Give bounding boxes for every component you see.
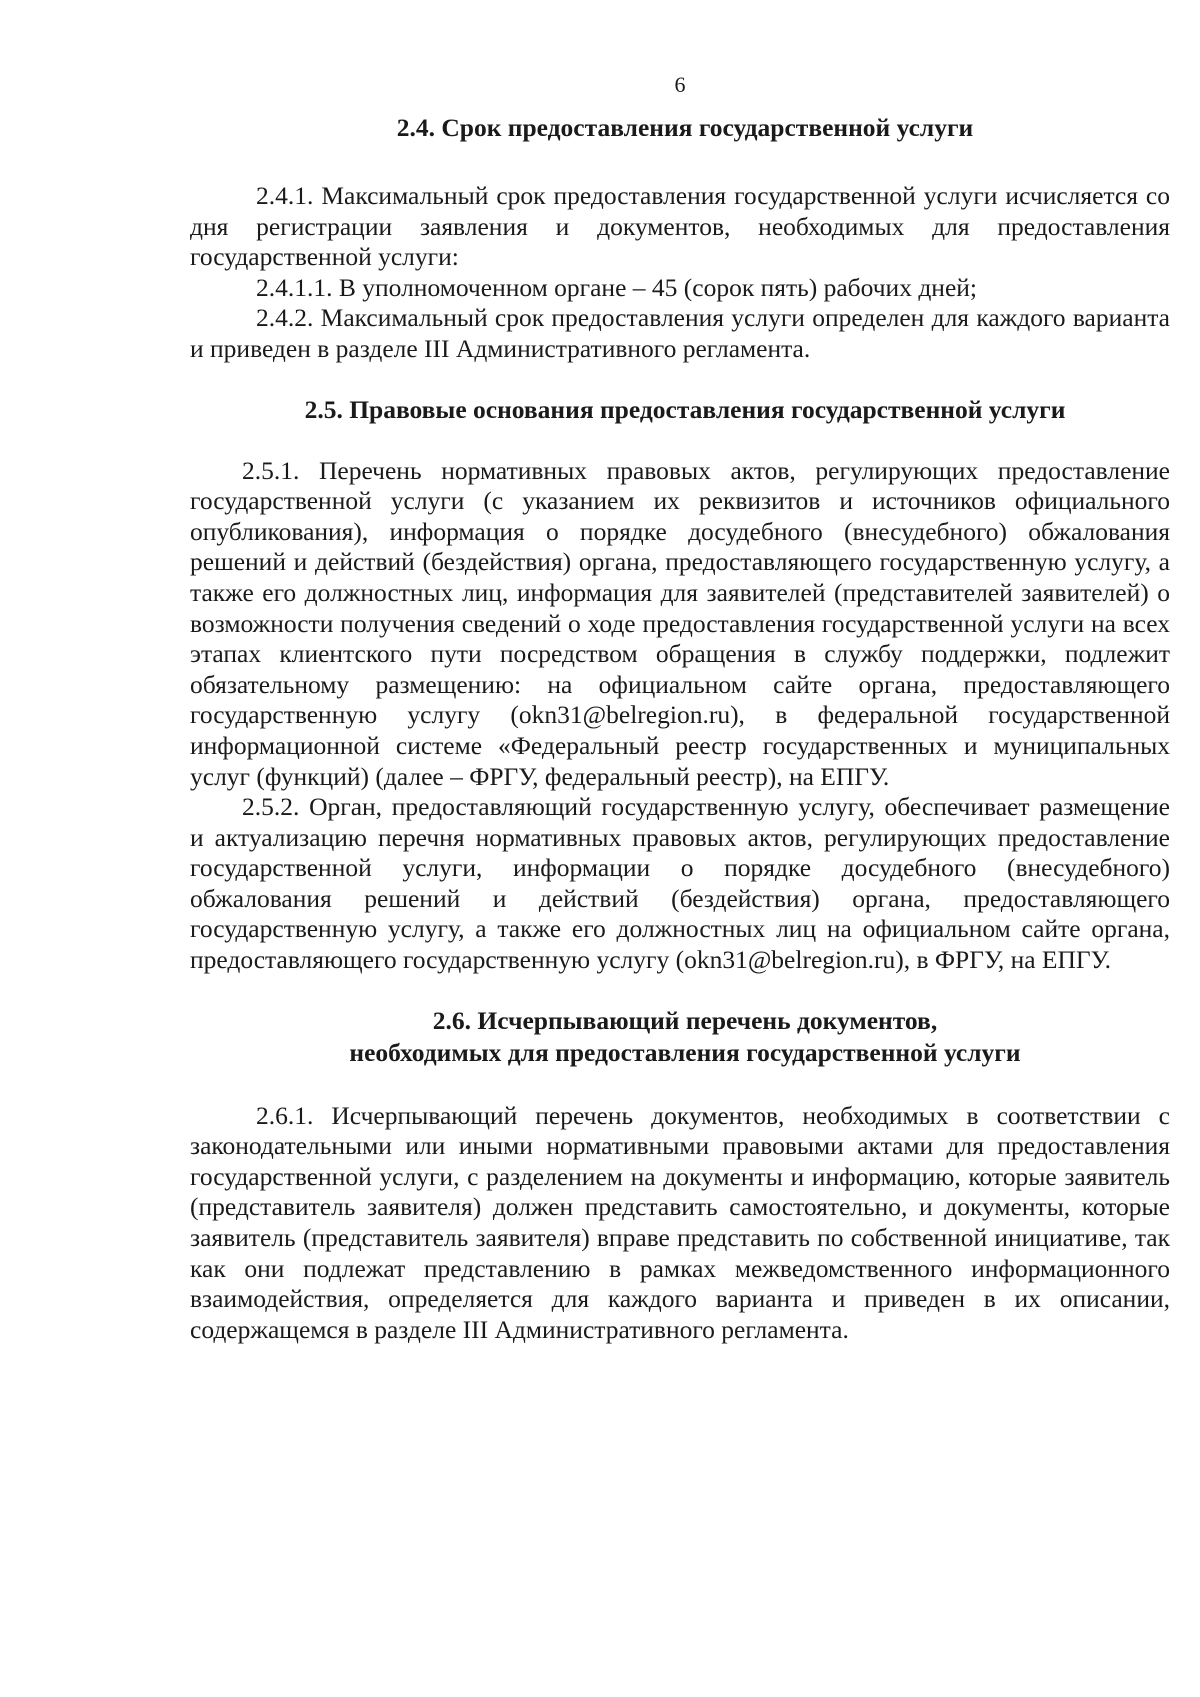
- page-content: [190, 112, 1170, 1345]
- section-heading-2-6-line-1: 2.6. Исчерпывающий перечень документов,: [432, 1005, 938, 1035]
- section-heading-2-4: 2.4. Срок предоставления государственной услуги: [396, 113, 974, 142]
- page-number: 6: [674, 72, 686, 97]
- paragraph-2-4-2: 2.4.2. Максимальный срок предоставления услуги определен для каждого варианта и приведен в разделе III Административного регламента.: [190, 303, 1170, 363]
- paragraph-2-5-2: 2.5.2. Орган, предоставляющий государственную услугу, обеспечивает размещение и актуализацию перечня нормативных правовых актов, регулирующих предоставление государственной услуги, информации о порядке досудебного (внесудебного) обжалования решений и действий (бездействия) органа, предоставляющего государственную услугу, а также его должностных лиц на официальном сайте органа, предоставляющего государственную услугу (okn31@belregion.ru), в ФРГУ, на ЕПГУ.: [190, 792, 1170, 975]
- section-heading-2-6: [190, 1005, 1170, 1069]
- paragraph-2-5-1: 2.5.1. Перечень нормативных правовых актов, регулирующих предоставление государственной услуги (с указанием их реквизитов и источников официального опубликования), информация о порядке досудебного (внесудебного) обжалования решений и действий (бездействия) органа, предоставляющего государственную услугу, а также его должностных лиц, информация для заявителей (представителей заявителей) о возможности получения сведений о ходе предоставления государственной услуги на всех этапах клиентского пути посредством обращения в службу поддержки, подлежит обязательному размещению: на официальном сайте органа, предоставляющего государственную услугу (okn31@belregion.ru), в федеральной государственной информационной системе «Федеральный реестр государственных и муниципальных услуг (функций) (далее – ФРГУ, федеральный реестр), на ЕПГУ.: [190, 455, 1170, 791]
- section-heading-2-5: 2.5. Правовые основания предоставления государственной услуги: [304, 394, 1066, 424]
- paragraph-2-4-1: 2.4.1. Максимальный срок предоставления государственной услуги исчисляется со дня регистрации заявления и документов, необходимых для предоставления государственной услуги:: [190, 181, 1170, 272]
- section-heading-2-6-line-2: необходимых для предоставления государственной услуги: [349, 1037, 1021, 1067]
- paragraph-2-6-1: 2.6.1. Исчерпывающий перечень документов, необходимых в соответствии с законодательными или иными нормативными правовыми актами для предоставления государственной услуги, с разделением на документы и информацию, которые заявитель (представитель заявителя) должен представить самостоятельно, и документы, которые заявитель (представитель заявителя) вправе представить по собственной инициативе, так как они подлежат представлению в рамках межведомственного информационного взаимодействия, определяется для каждого варианта и приведен в их описании, содержащемся в разделе III Административного регламента.: [190, 1100, 1170, 1344]
- paragraph-2-4-1-1: 2.4.1.1. В уполномоченном органе – 45 (сорок пять) рабочих дней;: [256, 272, 977, 302]
